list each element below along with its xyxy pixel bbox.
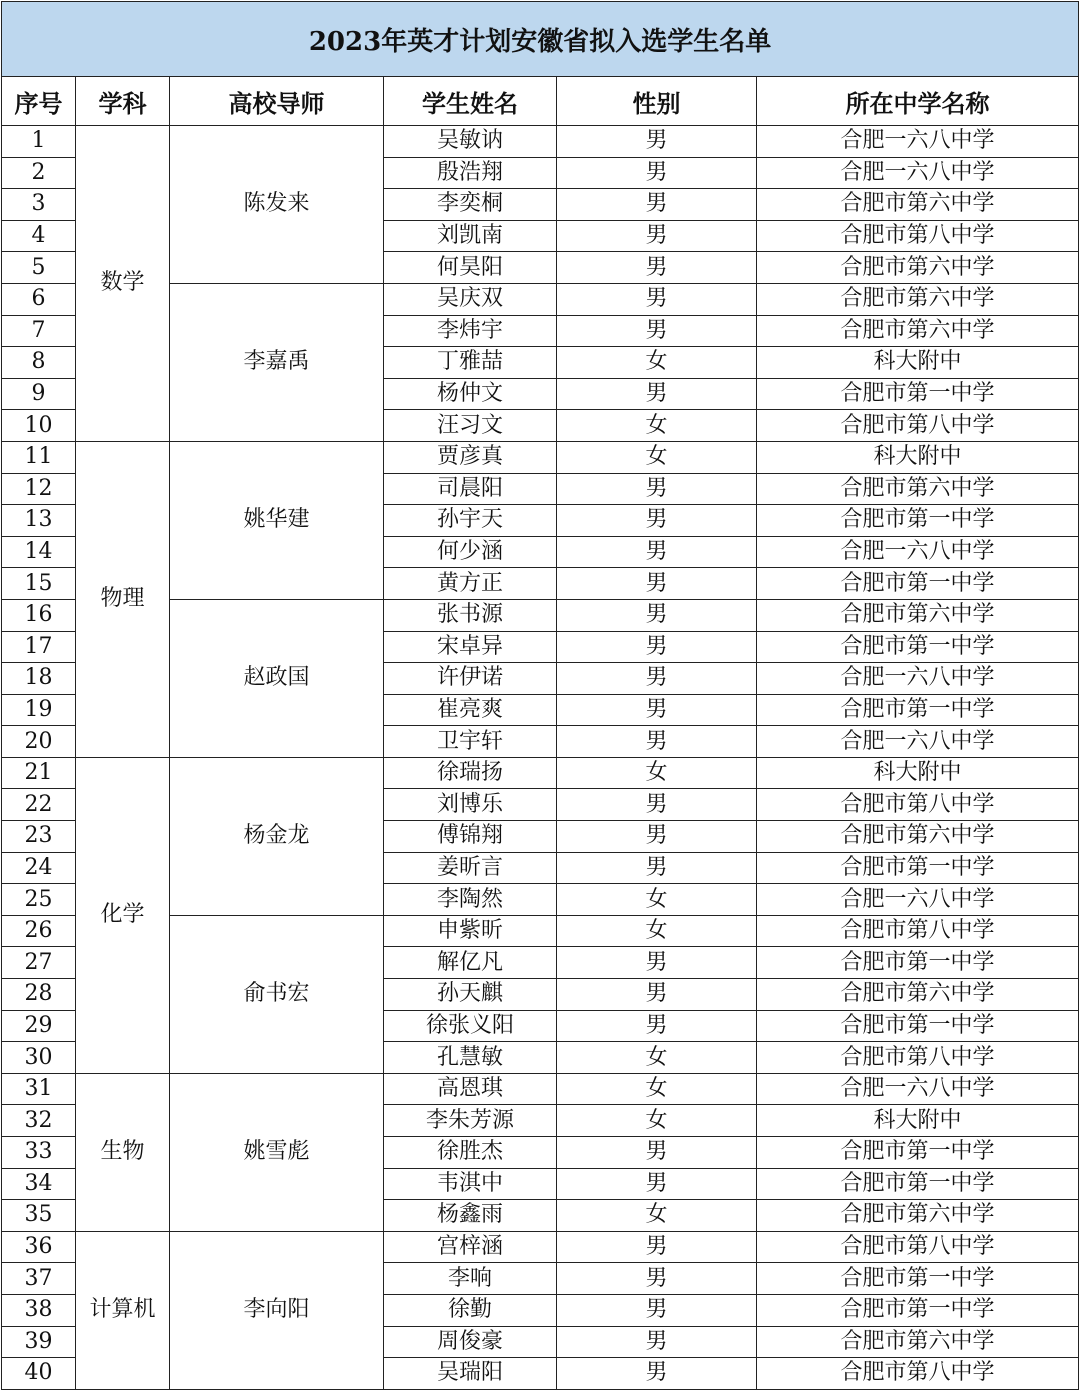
seq-cell: 28 [2, 979, 76, 1011]
seq-cell: 34 [2, 1168, 76, 1200]
school-cell: 合肥市第一中学 [757, 947, 1079, 979]
school-cell: 合肥市第八中学 [757, 915, 1079, 947]
gender-cell: 男 [557, 315, 757, 347]
mentor-cell: 李嘉禹 [170, 283, 384, 441]
school-cell: 合肥市第一中学 [757, 568, 1079, 600]
mentor-cell: 李向阳 [170, 1231, 384, 1389]
seq-cell: 9 [2, 378, 76, 410]
seq-cell: 13 [2, 505, 76, 537]
mentor-cell: 姚雪彪 [170, 1073, 384, 1231]
school-cell: 合肥市第六中学 [757, 1200, 1079, 1232]
seq-cell: 33 [2, 1137, 76, 1169]
student-name-cell: 许伊诺 [384, 663, 557, 695]
student-name-cell: 徐勤 [384, 1294, 557, 1326]
school-cell: 合肥市第八中学 [757, 1358, 1079, 1390]
school-cell: 合肥市第一中学 [757, 505, 1079, 537]
student-name-cell: 卫宇轩 [384, 726, 557, 758]
seq-cell: 2 [2, 157, 76, 189]
student-name-cell: 徐张义阳 [384, 1010, 557, 1042]
seq-cell: 7 [2, 315, 76, 347]
gender-cell: 男 [557, 220, 757, 252]
student-roster-table [1, 1, 1079, 1390]
seq-cell: 38 [2, 1294, 76, 1326]
gender-cell: 女 [557, 1105, 757, 1137]
seq-cell: 11 [2, 441, 76, 473]
school-cell: 科大附中 [757, 441, 1079, 473]
seq-cell: 37 [2, 1263, 76, 1295]
header-mentor: 高校导师 [170, 77, 384, 126]
gender-cell: 男 [557, 473, 757, 505]
gender-cell: 女 [557, 1042, 757, 1074]
seq-cell: 35 [2, 1200, 76, 1232]
seq-cell: 8 [2, 347, 76, 379]
student-name-cell: 李响 [384, 1263, 557, 1295]
header-school: 所在中学名称 [757, 77, 1079, 126]
subject-cell: 物理 [76, 441, 170, 757]
seq-cell: 23 [2, 821, 76, 853]
school-cell: 合肥市第一中学 [757, 852, 1079, 884]
gender-cell: 男 [557, 631, 757, 663]
gender-cell: 男 [557, 126, 757, 158]
subject-cell: 计算机 [76, 1231, 170, 1389]
seq-cell: 32 [2, 1105, 76, 1137]
gender-cell: 男 [557, 694, 757, 726]
school-cell: 合肥一六八中学 [757, 884, 1079, 916]
school-cell: 合肥市第一中学 [757, 1137, 1079, 1169]
student-name-cell: 吴敏讷 [384, 126, 557, 158]
mentor-cell: 俞书宏 [170, 915, 384, 1073]
gender-cell: 男 [557, 1358, 757, 1390]
gender-cell: 男 [557, 536, 757, 568]
school-cell: 合肥市第八中学 [757, 410, 1079, 442]
gender-cell: 男 [557, 979, 757, 1011]
student-name-cell: 孙天麒 [384, 979, 557, 1011]
student-name-cell: 刘凯南 [384, 220, 557, 252]
school-cell: 合肥市第六中学 [757, 979, 1079, 1011]
student-name-cell: 孔慧敏 [384, 1042, 557, 1074]
school-cell: 合肥市第一中学 [757, 1294, 1079, 1326]
gender-cell: 男 [557, 1231, 757, 1263]
seq-cell: 27 [2, 947, 76, 979]
school-cell: 合肥市第六中学 [757, 599, 1079, 631]
school-cell: 合肥市第一中学 [757, 1010, 1079, 1042]
gender-cell: 男 [557, 1168, 757, 1200]
gender-cell: 男 [557, 1010, 757, 1042]
seq-cell: 10 [2, 410, 76, 442]
student-name-cell: 何少涵 [384, 536, 557, 568]
school-cell: 合肥市第一中学 [757, 1263, 1079, 1295]
school-cell: 合肥市第八中学 [757, 789, 1079, 821]
mentor-cell: 杨金龙 [170, 757, 384, 915]
school-cell: 合肥市第六中学 [757, 473, 1079, 505]
student-name-cell: 姜昕言 [384, 852, 557, 884]
school-cell: 合肥市第六中学 [757, 252, 1079, 284]
seq-cell: 36 [2, 1231, 76, 1263]
school-cell: 合肥市第六中学 [757, 283, 1079, 315]
gender-cell: 男 [557, 1137, 757, 1169]
seq-cell: 20 [2, 726, 76, 758]
student-name-cell: 吴瑞阳 [384, 1358, 557, 1390]
student-name-cell: 徐瑞扬 [384, 757, 557, 789]
gender-cell: 男 [557, 189, 757, 221]
gender-cell: 女 [557, 884, 757, 916]
student-name-cell: 高恩琪 [384, 1073, 557, 1105]
seq-cell: 29 [2, 1010, 76, 1042]
header-row [2, 77, 1079, 126]
gender-cell: 女 [557, 347, 757, 379]
gender-cell: 女 [557, 1073, 757, 1105]
gender-cell: 男 [557, 378, 757, 410]
school-cell: 科大附中 [757, 347, 1079, 379]
gender-cell: 男 [557, 726, 757, 758]
seq-cell: 24 [2, 852, 76, 884]
gender-cell: 男 [557, 789, 757, 821]
student-name-cell: 李奕桐 [384, 189, 557, 221]
school-cell: 合肥市第八中学 [757, 1042, 1079, 1074]
gender-cell: 男 [557, 599, 757, 631]
school-cell: 合肥市第一中学 [757, 1168, 1079, 1200]
seq-cell: 26 [2, 915, 76, 947]
school-cell: 合肥一六八中学 [757, 126, 1079, 158]
gender-cell: 男 [557, 157, 757, 189]
title-row [2, 2, 1079, 77]
header-subject: 学科 [76, 77, 170, 126]
gender-cell: 男 [557, 852, 757, 884]
school-cell: 合肥一六八中学 [757, 1073, 1079, 1105]
gender-cell: 女 [557, 1200, 757, 1232]
student-name-cell: 周俊豪 [384, 1326, 557, 1358]
student-name-cell: 崔亮爽 [384, 694, 557, 726]
gender-cell: 女 [557, 915, 757, 947]
seq-cell: 30 [2, 1042, 76, 1074]
student-name-cell: 解亿凡 [384, 947, 557, 979]
school-cell: 合肥市第八中学 [757, 220, 1079, 252]
table-row [2, 757, 1079, 789]
seq-cell: 14 [2, 536, 76, 568]
seq-cell: 6 [2, 283, 76, 315]
gender-cell: 男 [557, 1326, 757, 1358]
seq-cell: 40 [2, 1358, 76, 1390]
student-name-cell: 李朱芳源 [384, 1105, 557, 1137]
gender-cell: 男 [557, 283, 757, 315]
gender-cell: 女 [557, 441, 757, 473]
subject-cell: 生物 [76, 1073, 170, 1231]
student-name-cell: 司晨阳 [384, 473, 557, 505]
student-name-cell: 韦淇中 [384, 1168, 557, 1200]
gender-cell: 女 [557, 410, 757, 442]
seq-cell: 4 [2, 220, 76, 252]
seq-cell: 22 [2, 789, 76, 821]
gender-cell: 男 [557, 663, 757, 695]
school-cell: 科大附中 [757, 1105, 1079, 1137]
header-student: 学生姓名 [384, 77, 557, 126]
school-cell: 合肥市第一中学 [757, 378, 1079, 410]
gender-cell: 男 [557, 568, 757, 600]
student-name-cell: 申紫昕 [384, 915, 557, 947]
seq-cell: 5 [2, 252, 76, 284]
seq-cell: 16 [2, 599, 76, 631]
student-name-cell: 孙宇天 [384, 505, 557, 537]
school-cell: 合肥一六八中学 [757, 663, 1079, 695]
student-name-cell: 汪习文 [384, 410, 557, 442]
student-name-cell: 刘博乐 [384, 789, 557, 821]
table-title: 2023年英才计划安徽省拟入选学生名单 [2, 2, 1079, 77]
school-cell: 合肥市第六中学 [757, 189, 1079, 221]
student-name-cell: 何昊阳 [384, 252, 557, 284]
student-name-cell: 杨仲文 [384, 378, 557, 410]
gender-cell: 男 [557, 947, 757, 979]
student-name-cell: 杨鑫雨 [384, 1200, 557, 1232]
seq-cell: 1 [2, 126, 76, 158]
seq-cell: 3 [2, 189, 76, 221]
mentor-cell: 姚华建 [170, 441, 384, 599]
seq-cell: 31 [2, 1073, 76, 1105]
gender-cell: 男 [557, 252, 757, 284]
seq-cell: 21 [2, 757, 76, 789]
gender-cell: 男 [557, 1263, 757, 1295]
student-name-cell: 殷浩翔 [384, 157, 557, 189]
seq-cell: 17 [2, 631, 76, 663]
school-cell: 合肥市第六中学 [757, 1326, 1079, 1358]
student-name-cell: 贾彦真 [384, 441, 557, 473]
school-cell: 合肥市第八中学 [757, 1231, 1079, 1263]
student-name-cell: 黄方正 [384, 568, 557, 600]
roster-body [2, 126, 1079, 1390]
student-name-cell: 宫梓涵 [384, 1231, 557, 1263]
school-cell: 合肥市第六中学 [757, 821, 1079, 853]
seq-cell: 19 [2, 694, 76, 726]
table-row [2, 1231, 1079, 1263]
gender-cell: 男 [557, 1294, 757, 1326]
student-name-cell: 徐胜杰 [384, 1137, 557, 1169]
student-name-cell: 宋卓异 [384, 631, 557, 663]
school-cell: 合肥市第一中学 [757, 631, 1079, 663]
table-row [2, 441, 1079, 473]
seq-cell: 25 [2, 884, 76, 916]
table-row [2, 126, 1079, 158]
header-gender: 性别 [557, 77, 757, 126]
mentor-cell: 陈发来 [170, 126, 384, 284]
header-seq: 序号 [2, 77, 76, 126]
school-cell: 科大附中 [757, 757, 1079, 789]
student-name-cell: 丁雅喆 [384, 347, 557, 379]
mentor-cell: 赵政国 [170, 599, 384, 757]
school-cell: 合肥市第一中学 [757, 694, 1079, 726]
school-cell: 合肥一六八中学 [757, 726, 1079, 758]
school-cell: 合肥一六八中学 [757, 536, 1079, 568]
student-name-cell: 傅锦翔 [384, 821, 557, 853]
student-name-cell: 吴庆双 [384, 283, 557, 315]
gender-cell: 男 [557, 505, 757, 537]
seq-cell: 12 [2, 473, 76, 505]
seq-cell: 39 [2, 1326, 76, 1358]
seq-cell: 18 [2, 663, 76, 695]
table-row [2, 1073, 1079, 1105]
gender-cell: 男 [557, 821, 757, 853]
gender-cell: 女 [557, 757, 757, 789]
student-name-cell: 张书源 [384, 599, 557, 631]
student-name-cell: 李陶然 [384, 884, 557, 916]
school-cell: 合肥市第六中学 [757, 315, 1079, 347]
subject-cell: 数学 [76, 126, 170, 442]
school-cell: 合肥一六八中学 [757, 157, 1079, 189]
subject-cell: 化学 [76, 757, 170, 1073]
seq-cell: 15 [2, 568, 76, 600]
student-name-cell: 李炜宇 [384, 315, 557, 347]
